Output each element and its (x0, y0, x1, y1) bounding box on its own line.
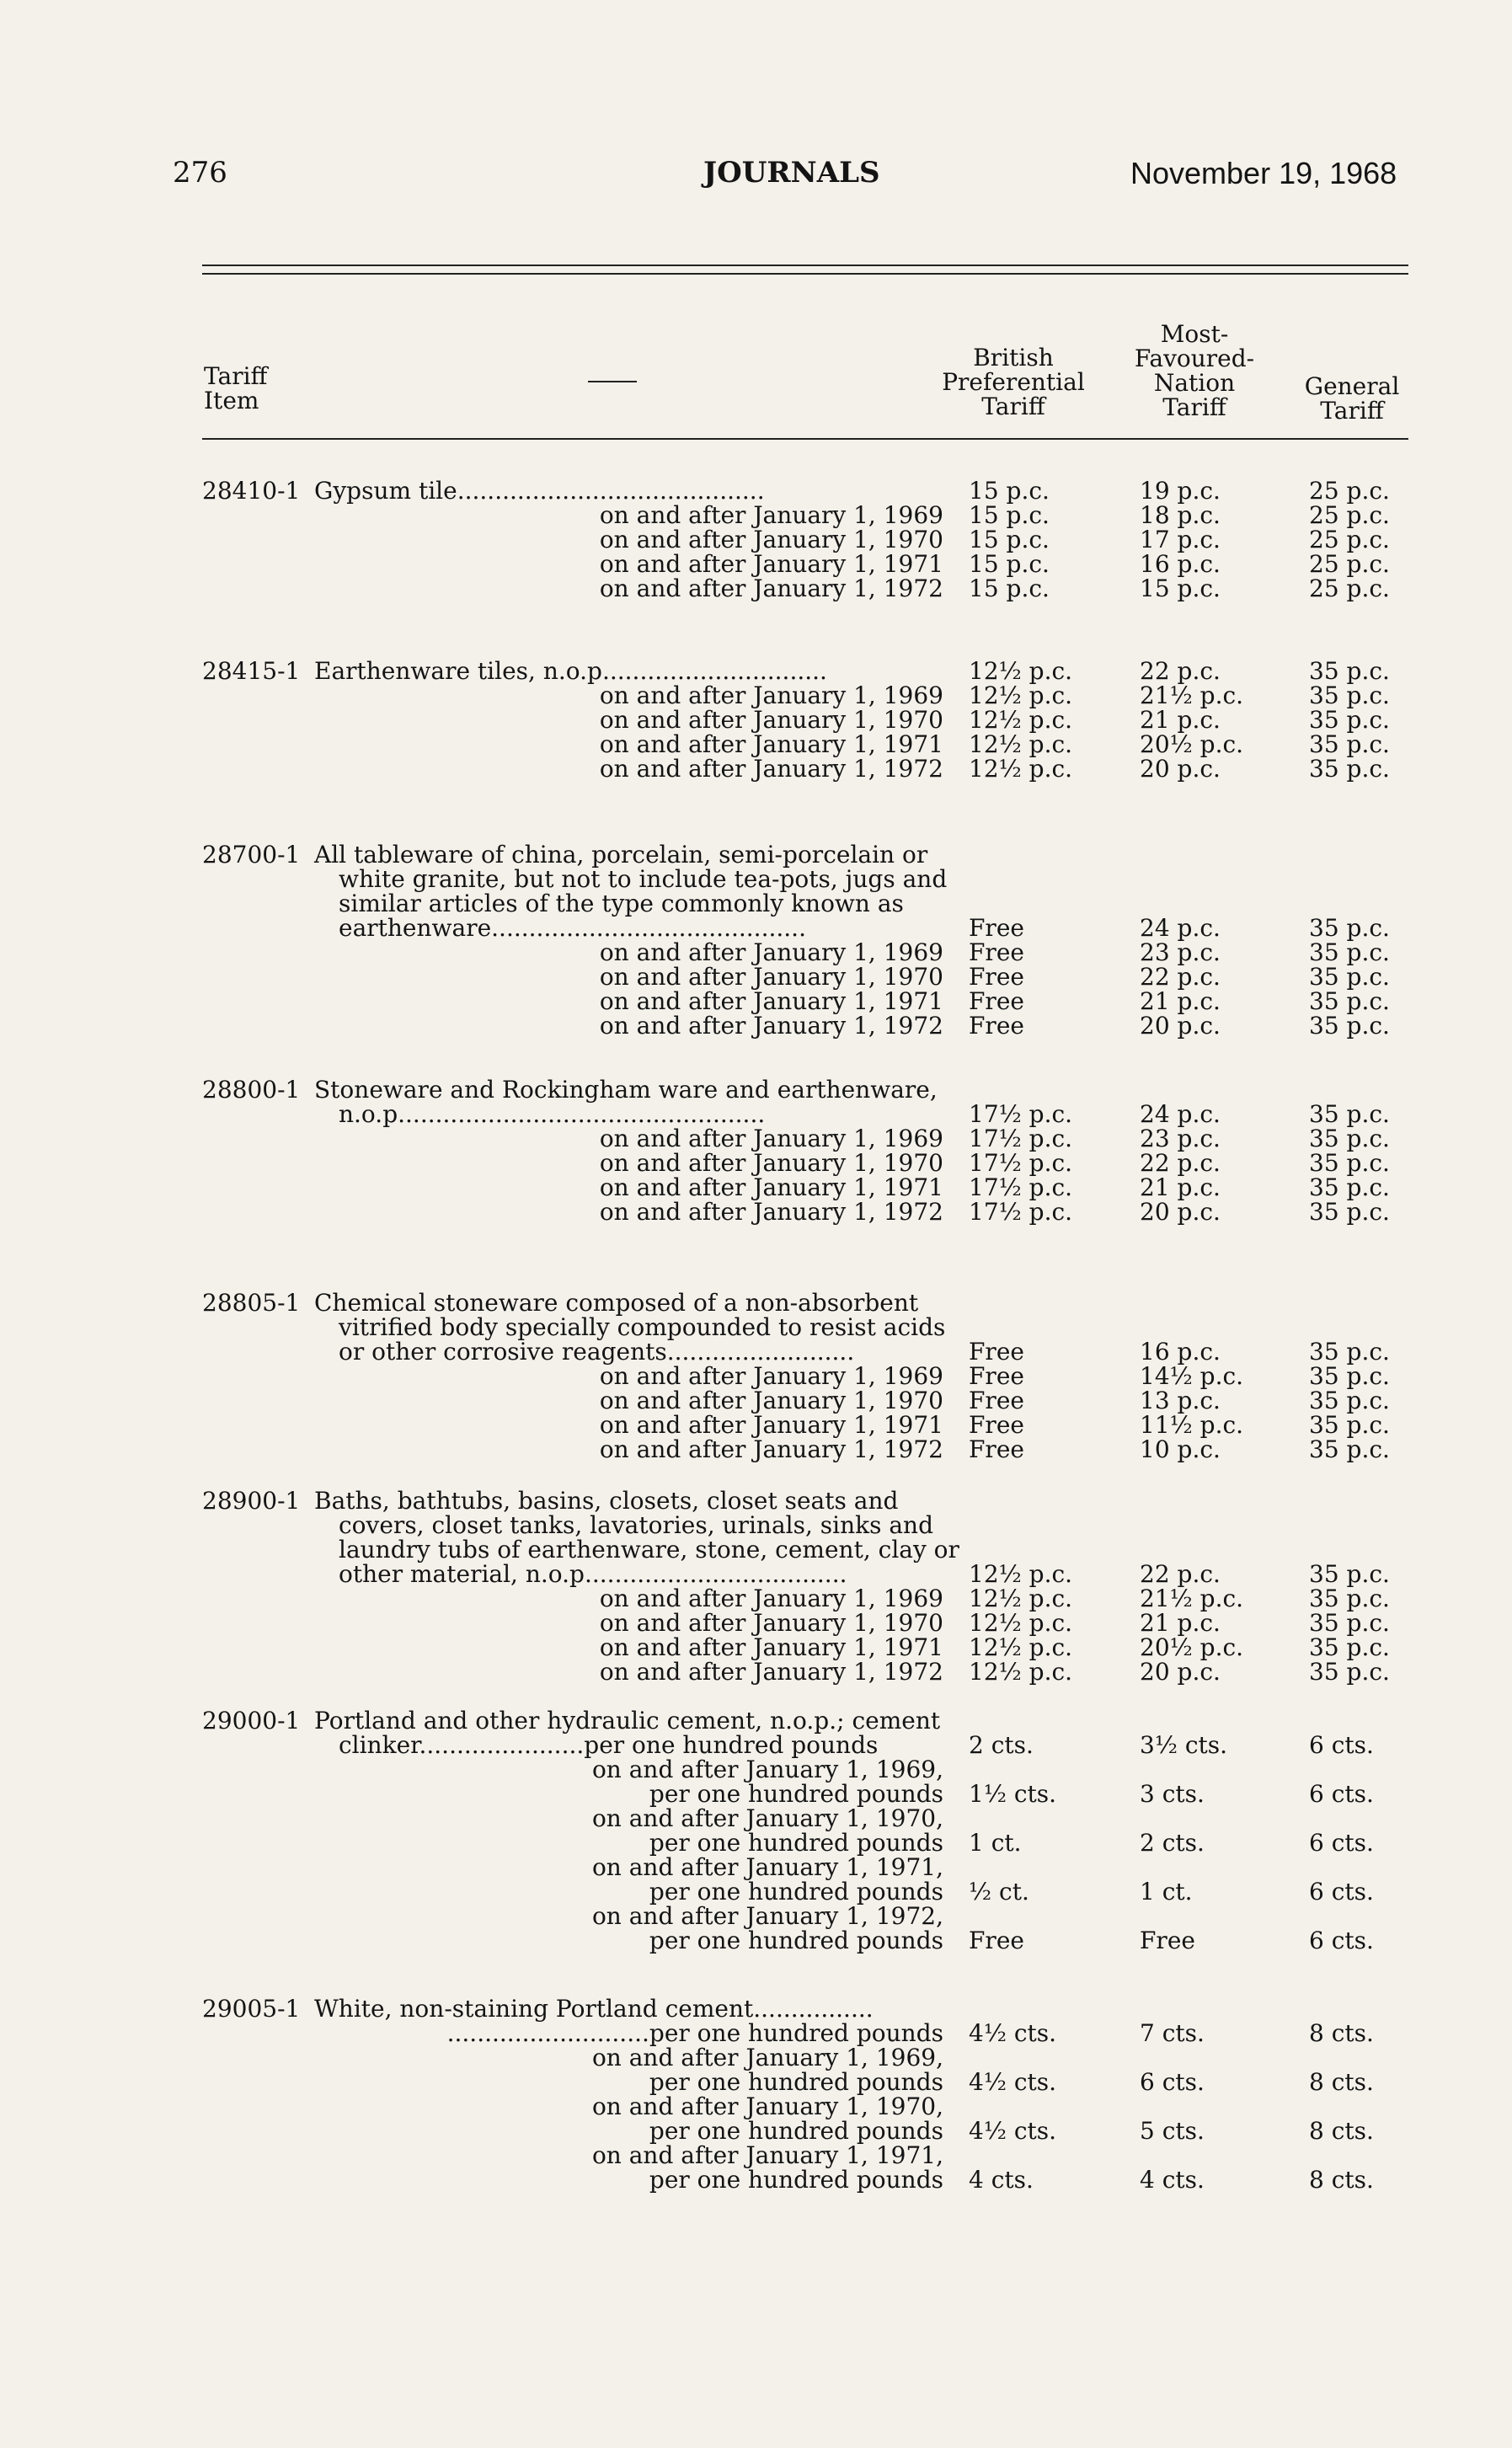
tariff-row (0, 2119, 1512, 2143)
tariff-row (0, 659, 1512, 683)
tariff-effective-date: on and after January 1, 1972 (599, 575, 943, 602)
most-favoured-nation-rate: 18 p.c. (1140, 501, 1221, 529)
column-header-line: Nation (1153, 369, 1236, 397)
most-favoured-nation-rate: 21 p.c. (1140, 987, 1221, 1015)
page-number: 276 (173, 156, 227, 190)
general-tariff-rate: 35 p.c. (1309, 755, 1390, 783)
tariff-row (0, 2143, 1512, 2167)
tariff-effective-date: per one hundred pounds (649, 2117, 943, 2145)
most-favoured-nation-rate: 23 p.c. (1140, 938, 1221, 966)
column-header-line: General (1304, 372, 1400, 400)
tariff-row (0, 1708, 1512, 1733)
tariff-row (0, 1437, 1512, 1462)
general-tariff-rate: 35 p.c. (1309, 1387, 1390, 1414)
general-tariff-rate: 25 p.c. (1309, 526, 1390, 553)
british-preferential-rate: 12½ p.c. (969, 755, 1073, 783)
tariff-row (0, 891, 1512, 916)
general-tariff-rate: 35 p.c. (1309, 987, 1390, 1015)
british-preferential-rate: 12½ p.c. (969, 657, 1073, 685)
most-favoured-nation-rate: 2 cts. (1140, 1829, 1205, 1857)
tariff-row (0, 1151, 1512, 1175)
tariff-row (0, 1513, 1512, 1537)
tariff-description: white granite, but not to include tea-pots, jugs and (339, 865, 948, 893)
general-tariff-rate: 35 p.c. (1309, 706, 1390, 734)
most-favoured-nation-rate: 20½ p.c. (1140, 730, 1244, 758)
tariff-entry (0, 478, 1512, 601)
general-tariff-rate: 35 p.c. (1309, 1658, 1390, 1686)
british-preferential-rate: 15 p.c. (969, 550, 1050, 578)
tariff-effective-date: on and after January 1, 1970 (599, 526, 943, 553)
most-favoured-nation-rate: 21 p.c. (1140, 706, 1221, 734)
column-header-general (1268, 374, 1436, 423)
tariff-entry (0, 1291, 1512, 1462)
tariff-row (0, 2094, 1512, 2119)
column-header-british-preferential (929, 345, 1098, 419)
tariff-effective-date: on and after January 1, 1969 (599, 1585, 943, 1612)
british-preferential-rate: 15 p.c. (969, 575, 1050, 602)
tariff-effective-date: on and after January 1, 1971 (599, 730, 943, 758)
general-tariff-rate: 35 p.c. (1309, 1609, 1390, 1637)
tariff-row (0, 1879, 1512, 1904)
british-preferential-rate: 4½ cts. (969, 2019, 1057, 2047)
tariff-effective-date: on and after January 1, 1972 (599, 1012, 943, 1040)
most-favoured-nation-rate: 20 p.c. (1140, 1658, 1221, 1686)
tariff-row (0, 756, 1512, 781)
british-preferential-rate: Free (969, 987, 1024, 1015)
tariff-description: Chemical stoneware composed of a non-absorbent (314, 1289, 919, 1317)
tariff-row (0, 1831, 1512, 1855)
tariff-description: Portland and other hydraulic cement, n.o.p.; cement (314, 1707, 941, 1734)
tariff-row (0, 1586, 1512, 1611)
tariff-row (0, 1102, 1512, 1126)
tariff-description: White, non-staining Portland cement................ (314, 1995, 874, 2023)
british-preferential-rate: Free (969, 1387, 1024, 1414)
british-preferential-rate: Free (969, 938, 1024, 966)
tariff-effective-date: per one hundred pounds (649, 1780, 943, 1808)
tariff-description: All tableware of china, porcelain, semi-porcelain or (314, 841, 928, 869)
tariff-entry (0, 1077, 1512, 1224)
general-tariff-rate: 35 p.c. (1309, 963, 1390, 991)
tariff-row (0, 527, 1512, 552)
tariff-entry (0, 842, 1512, 1038)
general-tariff-rate: 35 p.c. (1309, 1560, 1390, 1588)
tariff-row (0, 1013, 1512, 1038)
page-date: November 19, 1968 (1130, 156, 1397, 190)
most-favoured-nation-rate: 14½ p.c. (1140, 1362, 1244, 1390)
tariff-row (0, 1364, 1512, 1388)
general-tariff-rate: 6 cts. (1309, 1927, 1374, 1954)
tariff-effective-date: on and after January 1, 1972 (599, 1435, 943, 1463)
most-favoured-nation-rate: 22 p.c. (1140, 657, 1221, 685)
column-header-dash (588, 381, 637, 382)
british-preferential-rate: 1½ cts. (969, 1780, 1057, 1808)
tariff-row (0, 1175, 1512, 1200)
tariff-item-number: 28700-1 (202, 841, 301, 869)
most-favoured-nation-rate: 24 p.c. (1140, 914, 1221, 942)
tariff-entry (0, 1489, 1512, 1684)
tariff-description: or other corrosive reagents......................... (339, 1338, 855, 1366)
british-preferential-rate: 12½ p.c. (969, 730, 1073, 758)
tariff-effective-date: on and after January 1, 1972, (591, 1902, 943, 1930)
british-preferential-rate: 17½ p.c. (969, 1100, 1073, 1128)
tariff-description: vitrified body specially compounded to resist acids (339, 1313, 946, 1341)
tariff-effective-date: on and after January 1, 1971, (591, 1853, 943, 1881)
most-favoured-nation-rate: 22 p.c. (1140, 1149, 1221, 1177)
british-preferential-rate: 17½ p.c. (969, 1149, 1073, 1177)
general-tariff-rate: 35 p.c. (1309, 938, 1390, 966)
tariff-description: laundry tubs of earthenware, stone, cement, clay or (339, 1536, 959, 1563)
tariff-row (0, 1315, 1512, 1339)
column-header-tariff-item (204, 364, 267, 413)
general-tariff-rate: 6 cts. (1309, 1878, 1374, 1905)
tariff-row (0, 1806, 1512, 1831)
tariff-item-number: 29005-1 (202, 1995, 301, 2023)
tariff-row (0, 1291, 1512, 1315)
british-preferential-rate: 1 ct. (969, 1829, 1022, 1857)
tariff-row (0, 1996, 1512, 2021)
british-preferential-rate: 12½ p.c. (969, 1585, 1073, 1612)
tariff-effective-date: on and after January 1, 1970, (591, 1804, 943, 1832)
tariff-item-number: 28415-1 (202, 657, 301, 685)
tariff-effective-date: on and after January 1, 1969, (591, 2044, 943, 2071)
most-favoured-nation-rate: 1 ct. (1140, 1878, 1193, 1905)
tariff-row (0, 1660, 1512, 1684)
column-header-line: Tariff (981, 393, 1045, 420)
british-preferential-rate: Free (969, 963, 1024, 991)
column-header-line: Most- (1160, 320, 1229, 348)
general-tariff-rate: 25 p.c. (1309, 575, 1390, 602)
general-tariff-rate: 35 p.c. (1309, 1100, 1390, 1128)
most-favoured-nation-rate: 17 p.c. (1140, 526, 1221, 553)
most-favoured-nation-rate: 23 p.c. (1140, 1125, 1221, 1152)
tariff-description: n.o.p................................................. (339, 1100, 766, 1128)
tariff-row (0, 1855, 1512, 1879)
tariff-effective-date: on and after January 1, 1969 (599, 938, 943, 966)
tariff-item-number: 29000-1 (202, 1707, 301, 1734)
tariff-item-number: 28900-1 (202, 1487, 301, 1515)
tariff-row (0, 867, 1512, 891)
general-tariff-rate: 35 p.c. (1309, 1173, 1390, 1201)
tariff-description: earthenware.......................................... (339, 914, 806, 942)
tariff-row (0, 2070, 1512, 2094)
tariff-effective-date: on and after January 1, 1971 (599, 550, 943, 578)
tariff-effective-date: ...........................per one hundred pounds (446, 2019, 943, 2047)
tariff-description: Earthenware tiles, n.o.p.............................. (314, 657, 827, 685)
tariff-description: other material, n.o.p................................... (339, 1560, 847, 1588)
most-favoured-nation-rate: 20 p.c. (1140, 1012, 1221, 1040)
tariff-row (0, 1339, 1512, 1364)
tariff-row (0, 732, 1512, 756)
general-tariff-rate: 35 p.c. (1309, 1338, 1390, 1366)
general-tariff-rate: 8 cts. (1309, 2019, 1374, 2047)
column-header-line: Tariff (1320, 397, 1384, 425)
tariff-row (0, 552, 1512, 576)
most-favoured-nation-rate: 3 cts. (1140, 1780, 1205, 1808)
column-header-rule (202, 438, 1408, 440)
tariff-effective-date: on and after January 1, 1969, (591, 1756, 943, 1783)
tariff-row (0, 1537, 1512, 1562)
tariff-row (0, 940, 1512, 965)
tariff-row (0, 1928, 1512, 1953)
most-favoured-nation-rate: 13 p.c. (1140, 1387, 1221, 1414)
tariff-effective-date: on and after January 1, 1972 (599, 1198, 943, 1226)
tariff-row (0, 1635, 1512, 1660)
general-tariff-rate: 8 cts. (1309, 2166, 1374, 2194)
british-preferential-rate: Free (969, 1927, 1024, 1954)
general-tariff-rate: 35 p.c. (1309, 1633, 1390, 1661)
general-tariff-rate: 25 p.c. (1309, 477, 1390, 505)
column-header-line: Preferential (942, 368, 1085, 396)
tariff-effective-date: on and after January 1, 1970 (599, 1149, 943, 1177)
most-favoured-nation-rate: 6 cts. (1140, 2068, 1205, 2096)
tariff-row (0, 2045, 1512, 2070)
tariff-row (0, 965, 1512, 989)
general-tariff-rate: 35 p.c. (1309, 1411, 1390, 1439)
column-header-line: Item (204, 387, 259, 414)
british-preferential-rate: 2 cts. (969, 1731, 1034, 1759)
tariff-effective-date: on and after January 1, 1969 (599, 1362, 943, 1390)
tariff-effective-date: on and after January 1, 1969 (599, 501, 943, 529)
most-favoured-nation-rate: 11½ p.c. (1140, 1411, 1244, 1439)
general-tariff-rate: 35 p.c. (1309, 1149, 1390, 1177)
tariff-row (0, 683, 1512, 708)
general-tariff-rate: 35 p.c. (1309, 1012, 1390, 1040)
journal-title: JOURNALS (703, 156, 880, 190)
column-header-line: Tariff (204, 362, 268, 390)
tariff-description: Gypsum tile......................................... (314, 477, 765, 505)
tariff-effective-date: on and after January 1, 1969 (599, 1125, 943, 1152)
british-preferential-rate: Free (969, 914, 1024, 942)
general-tariff-rate: 6 cts. (1309, 1780, 1374, 1808)
tariff-row (0, 1413, 1512, 1437)
tariff-row (0, 2021, 1512, 2045)
tariff-description: Baths, bathtubs, basins, closets, closet seats and (314, 1487, 899, 1515)
column-header-line: British (973, 344, 1054, 371)
most-favoured-nation-rate: 7 cts. (1140, 2019, 1205, 2047)
tariff-effective-date: on and after January 1, 1971 (599, 1633, 943, 1661)
tariff-effective-date: per one hundred pounds (649, 2166, 943, 2194)
most-favoured-nation-rate: 20 p.c. (1140, 755, 1221, 783)
tariff-effective-date: on and after January 1, 1971 (599, 1173, 943, 1201)
tariff-row (0, 1126, 1512, 1151)
most-favoured-nation-rate: 21½ p.c. (1140, 1585, 1244, 1612)
british-preferential-rate: 17½ p.c. (969, 1198, 1073, 1226)
british-preferential-rate: 15 p.c. (969, 526, 1050, 553)
tariff-row (0, 1562, 1512, 1586)
tariff-row (0, 989, 1512, 1013)
tariff-row (0, 1904, 1512, 1928)
british-preferential-rate: Free (969, 1338, 1024, 1366)
british-preferential-rate: 12½ p.c. (969, 681, 1073, 709)
british-preferential-rate: 12½ p.c. (969, 706, 1073, 734)
tariff-effective-date: on and after January 1, 1970 (599, 706, 943, 734)
most-favoured-nation-rate: 16 p.c. (1140, 550, 1221, 578)
column-header-line: Tariff (1162, 393, 1226, 421)
general-tariff-rate: 8 cts. (1309, 2068, 1374, 2096)
general-tariff-rate: 35 p.c. (1309, 1362, 1390, 1390)
british-preferential-rate: Free (969, 1435, 1024, 1463)
tariff-row (0, 708, 1512, 732)
tariff-description: clinker......................per one hundred pounds (339, 1731, 879, 1759)
general-tariff-rate: 35 p.c. (1309, 1198, 1390, 1226)
tariff-entry (0, 1708, 1512, 1953)
british-preferential-rate: 17½ p.c. (969, 1125, 1073, 1152)
tariff-effective-date: per one hundred pounds (649, 1878, 943, 1905)
british-preferential-rate: 4½ cts. (969, 2068, 1057, 2096)
most-favoured-nation-rate: 5 cts. (1140, 2117, 1205, 2145)
tariff-row (0, 916, 1512, 940)
general-tariff-rate: 35 p.c. (1309, 1435, 1390, 1463)
general-tariff-rate: 35 p.c. (1309, 1125, 1390, 1152)
tariff-effective-date: on and after January 1, 1971 (599, 987, 943, 1015)
tariff-row (0, 576, 1512, 601)
most-favoured-nation-rate: 21 p.c. (1140, 1609, 1221, 1637)
most-favoured-nation-rate: 21 p.c. (1140, 1173, 1221, 1201)
tariff-effective-date: on and after January 1, 1971, (591, 2141, 943, 2169)
general-tariff-rate: 35 p.c. (1309, 730, 1390, 758)
tariff-effective-date: on and after January 1, 1970, (591, 2093, 943, 2120)
most-favoured-nation-rate: 10 p.c. (1140, 1435, 1221, 1463)
general-tariff-rate: 25 p.c. (1309, 501, 1390, 529)
british-preferential-rate: 12½ p.c. (969, 1609, 1073, 1637)
tariff-entry (0, 1996, 1512, 2192)
most-favoured-nation-rate: 22 p.c. (1140, 1560, 1221, 1588)
column-header-line: Favoured- (1134, 345, 1255, 372)
general-tariff-rate: 25 p.c. (1309, 550, 1390, 578)
most-favoured-nation-rate: 3½ cts. (1140, 1731, 1228, 1759)
tariff-item-number: 28410-1 (202, 477, 301, 505)
british-preferential-rate: Free (969, 1411, 1024, 1439)
general-tariff-rate: 35 p.c. (1309, 1585, 1390, 1612)
tariff-row (0, 478, 1512, 503)
tariff-description: covers, closet tanks, lavatories, urinals, sinks and (339, 1511, 934, 1539)
tariff-effective-date: on and after January 1, 1971 (599, 1411, 943, 1439)
british-preferential-rate: 12½ p.c. (969, 1658, 1073, 1686)
tariff-row (0, 1077, 1512, 1102)
tariff-row (0, 1733, 1512, 1757)
most-favoured-nation-rate: 24 p.c. (1140, 1100, 1221, 1128)
tariff-effective-date: per one hundred pounds (649, 2068, 943, 2096)
british-preferential-rate: 12½ p.c. (969, 1560, 1073, 1588)
tariff-effective-date: on and after January 1, 1972 (599, 1658, 943, 1686)
tariff-item-number: 28805-1 (202, 1289, 301, 1317)
tariff-effective-date: on and after January 1, 1970 (599, 1387, 943, 1414)
british-preferential-rate: 17½ p.c. (969, 1173, 1073, 1201)
general-tariff-rate: 8 cts. (1309, 2117, 1374, 2145)
tariff-effective-date: on and after January 1, 1972 (599, 755, 943, 783)
tariff-effective-date: on and after January 1, 1969 (599, 681, 943, 709)
general-tariff-rate: 35 p.c. (1309, 657, 1390, 685)
tariff-effective-date: per one hundred pounds (649, 1927, 943, 1954)
tariff-effective-date: per one hundred pounds (649, 1829, 943, 1857)
british-preferential-rate: 12½ p.c. (969, 1633, 1073, 1661)
tariff-row (0, 842, 1512, 867)
general-tariff-rate: 6 cts. (1309, 1731, 1374, 1759)
tariff-row (0, 1388, 1512, 1413)
british-preferential-rate: 15 p.c. (969, 501, 1050, 529)
british-preferential-rate: 4½ cts. (969, 2117, 1057, 2145)
most-favoured-nation-rate: Free (1140, 1927, 1195, 1954)
most-favoured-nation-rate: 21½ p.c. (1140, 681, 1244, 709)
tariff-row (0, 1200, 1512, 1224)
tariff-row (0, 2167, 1512, 2192)
general-tariff-rate: 35 p.c. (1309, 681, 1390, 709)
most-favoured-nation-rate: 22 p.c. (1140, 963, 1221, 991)
british-preferential-rate: Free (969, 1012, 1024, 1040)
tariff-row (0, 1489, 1512, 1513)
tariff-row (0, 503, 1512, 527)
british-preferential-rate: ½ ct. (969, 1878, 1029, 1905)
tariff-effective-date: on and after January 1, 1970 (599, 963, 943, 991)
most-favoured-nation-rate: 20½ p.c. (1140, 1633, 1244, 1661)
british-preferential-rate: 15 p.c. (969, 477, 1050, 505)
column-header-most-favoured-nation (1110, 322, 1279, 420)
tariff-effective-date: on and after January 1, 1970 (599, 1609, 943, 1637)
most-favoured-nation-rate: 4 cts. (1140, 2166, 1205, 2194)
general-tariff-rate: 6 cts. (1309, 1829, 1374, 1857)
header-rule-bottom (202, 273, 1408, 275)
tariff-description: Stoneware and Rockingham ware and earthenware, (314, 1076, 938, 1104)
most-favoured-nation-rate: 20 p.c. (1140, 1198, 1221, 1226)
most-favoured-nation-rate: 15 p.c. (1140, 575, 1221, 602)
tariff-row (0, 1782, 1512, 1806)
british-preferential-rate: 4 cts. (969, 2166, 1034, 2194)
tariff-row (0, 1757, 1512, 1782)
header-rule-top (202, 265, 1408, 266)
tariff-entry (0, 659, 1512, 781)
most-favoured-nation-rate: 19 p.c. (1140, 477, 1221, 505)
most-favoured-nation-rate: 16 p.c. (1140, 1338, 1221, 1366)
tariff-description: similar articles of the type commonly known as (339, 890, 904, 917)
british-preferential-rate: Free (969, 1362, 1024, 1390)
tariff-item-number: 28800-1 (202, 1076, 301, 1104)
general-tariff-rate: 35 p.c. (1309, 914, 1390, 942)
tariff-row (0, 1611, 1512, 1635)
